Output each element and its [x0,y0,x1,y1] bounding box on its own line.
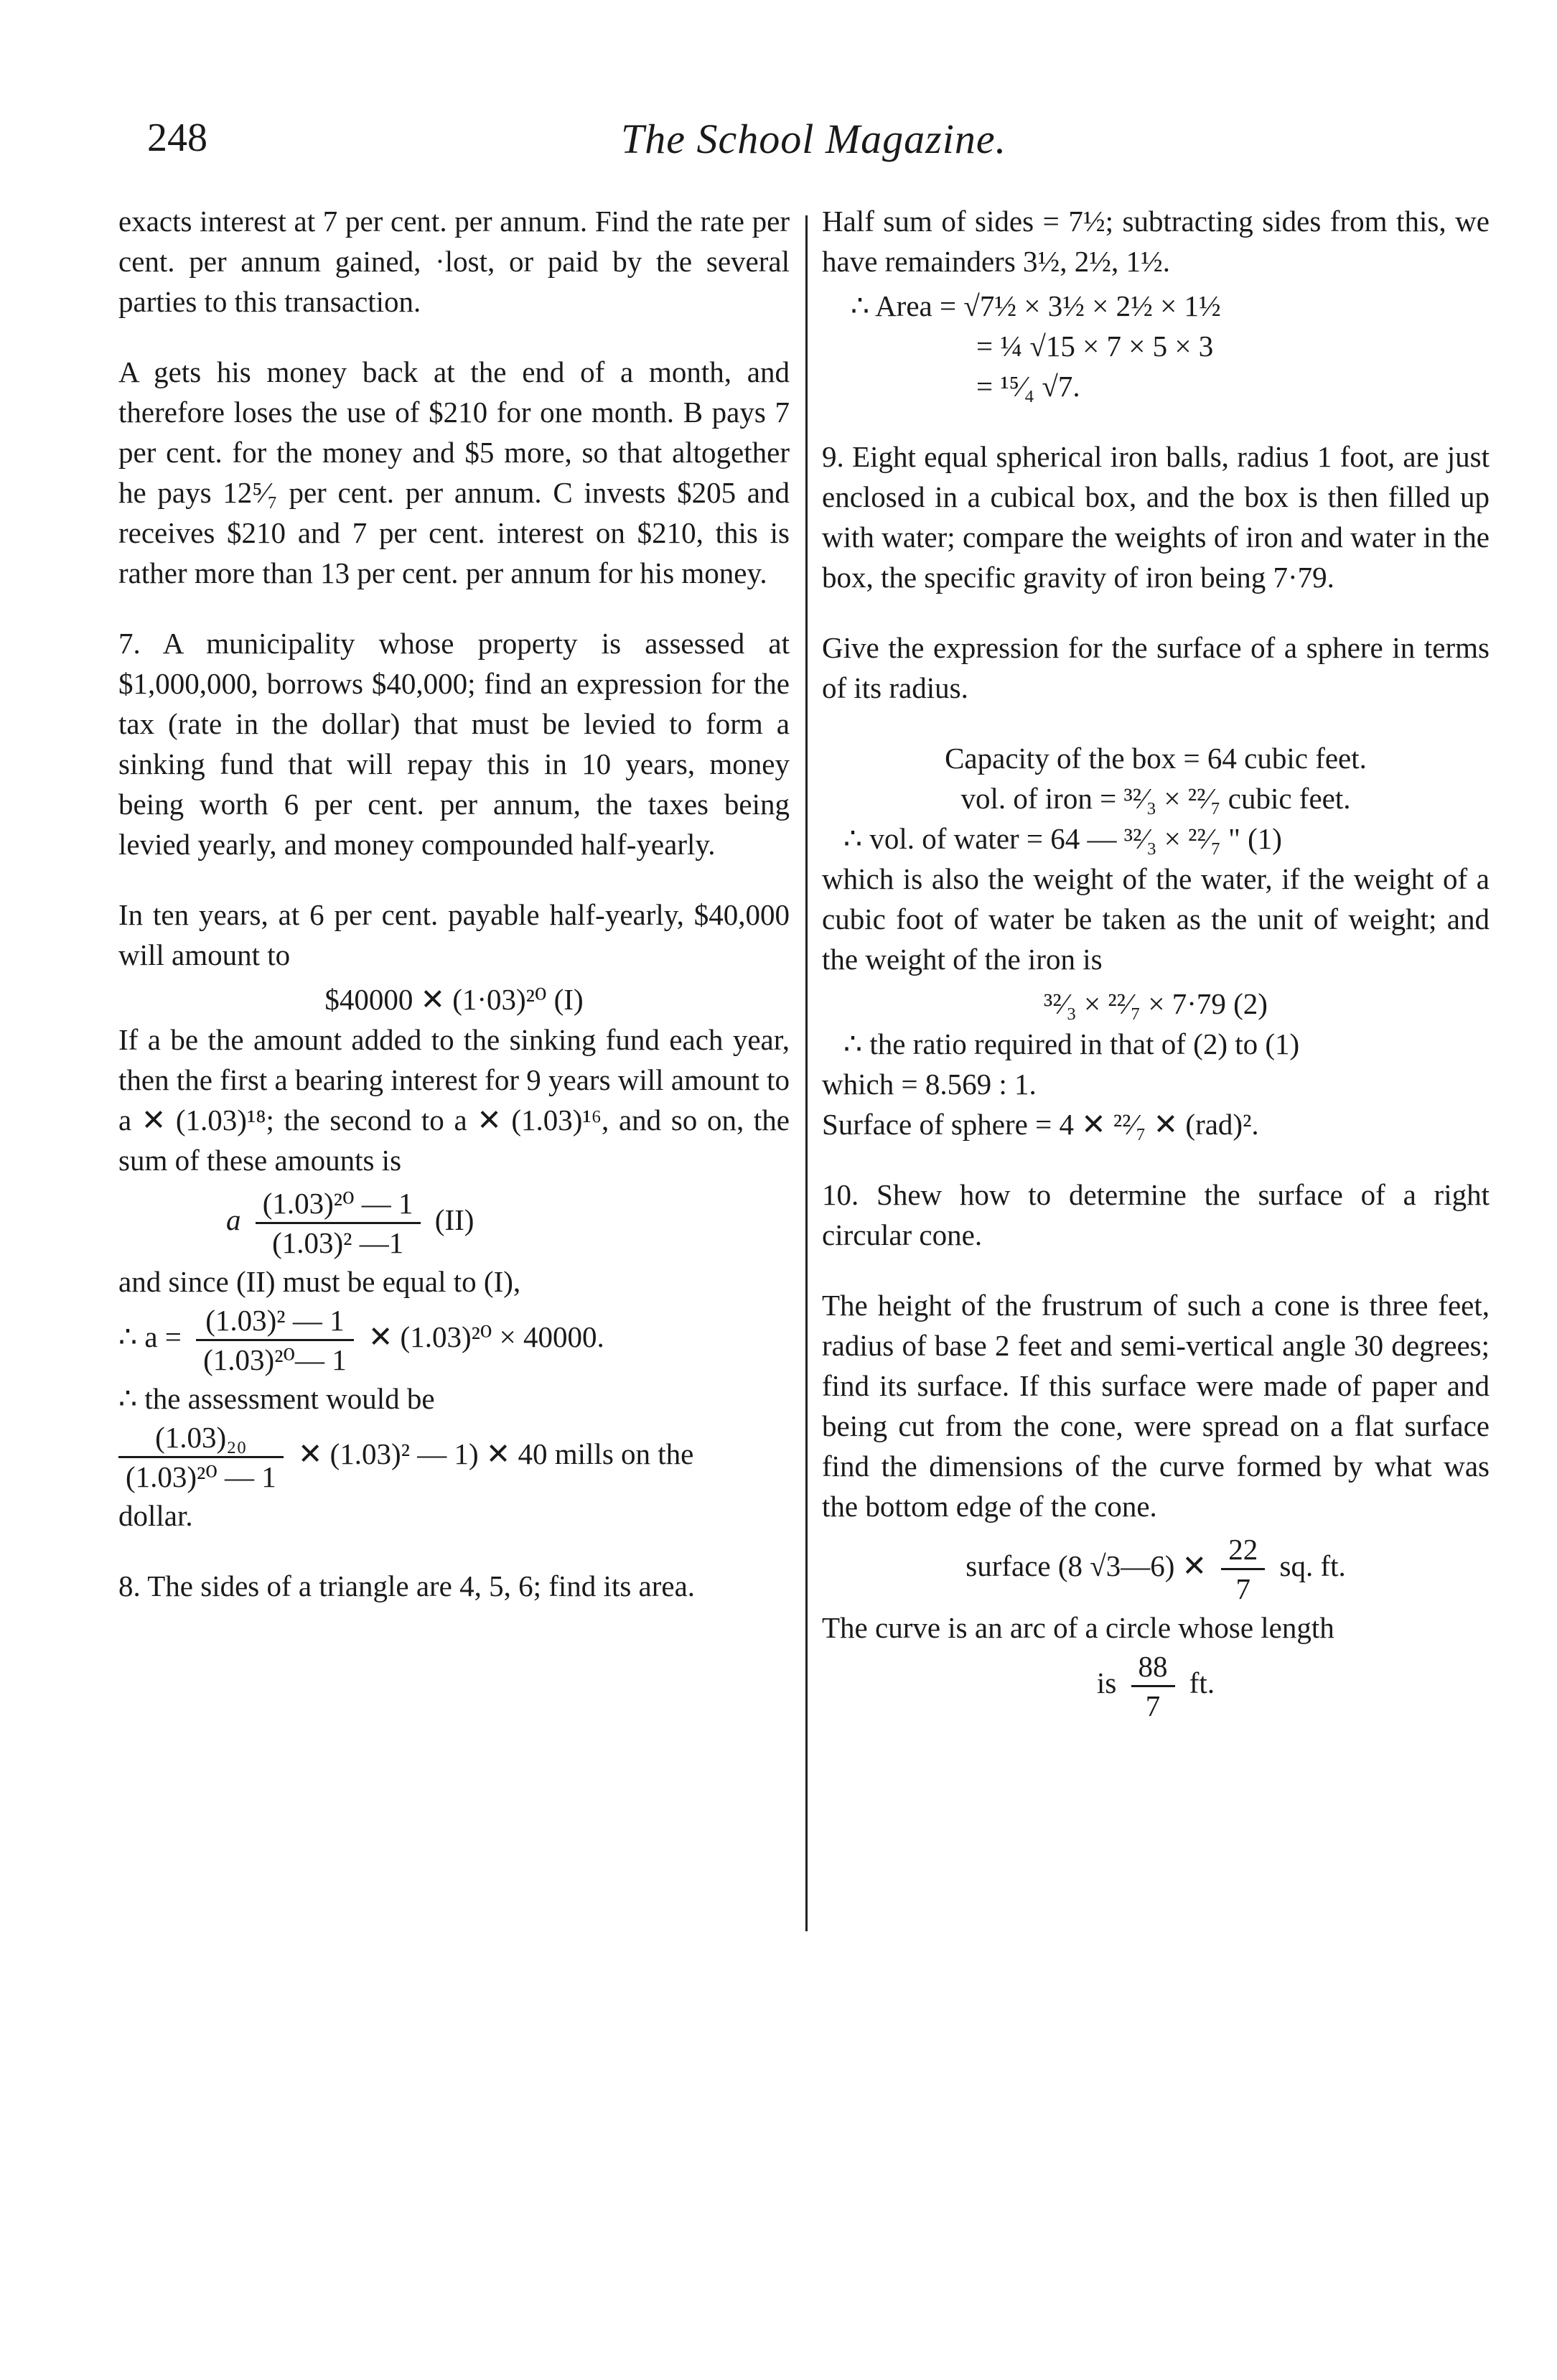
paragraph-problem-7: 7. A municipality whose property is assessed at $1,000,000, borrows $40,000; find an expression for the tax (rate in the dollar) that must be levied to form a sinking fund that will repay this in 10 years, money being worth 6 per cent. per annum, the taxes being levied yearly, and money compounded half-yearly. [118,627,790,861]
equation-curve-length: is $\frac{88}{7}$ ft. [822,1648,1490,1725]
paragraph-frustrum: The height of the frustrum of such a cone is three feet, radius of base 2 feet and semi-vertical angle 30 degrees; find its surface. If this surface were made of paper and being cut from the cone, were spread on a flat surface find the dimensions of the curve formed by what was the bottom edge of the cone. [822,1289,1490,1523]
column-divider [805,215,808,1931]
equation-area-2: = ¼ √15 × 7 × 5 × 3 [976,330,1214,363]
equation-iron-weight: ³²⁄₃ × ²²⁄₇ × 7·79 (2) [1044,987,1268,1020]
equation-frustrum-surface: surface (8 √3—6) ✕ $\frac{22}{7}$ sq. ft. [822,1531,1490,1607]
equation-iron-volume: vol. of iron = ³²⁄₃ × ²²⁄₇ cubic feet. [960,782,1351,815]
paragraph-assessment: ∴ the assessment would be [118,1382,435,1415]
paragraph-problem-6-end: exacts interest at 7 per cent. per annum. Find the rate per cent. per annum gained, ·lost, or paid by the several parties to this transaction. [118,205,790,318]
paragraph-solution-8: Half sum of sides = 7½; subtracting sides from this, we have remainders 3½, 2½, 1½. [822,205,1490,278]
left-column [118,201,790,1636]
fraction-assessment: $\frac{\text{(1.03)₂₀}}{\text{(1.03)²⁰ — 1}}$ [118,1419,284,1495]
equation-sphere-surface: Surface of sphere = 4 ✕ ²²⁄₇ ✕ (rad)². [822,1108,1259,1141]
equation-a-value: ∴ a = $\frac{\text{(1.03)² — 1}}{\text{(1.03)²⁰— 1}}$ ✕ (1.03)²⁰ × 40000. [118,1302,790,1378]
paragraph-solution-6: A gets his money back at the end of a month, and therefore loses the use of $210 for one month. B pays 7 per cent. for the money and $5 more, so that altogether he pays 12⁵⁄₇ per cent. per annum. C invests $205 and receives $210 and 7 per cent. interest on $210, this is rather more than 13 per cent. per annum for his money. [118,355,790,589]
paragraph-problem-9-sphere: Give the expression for the surface of a sphere in terms of its radius. [822,631,1490,704]
fraction-series: $\frac{\text{(1.03)²⁰ — 1}}{\text{(1.03)² —1}}$ [256,1185,421,1261]
equation-series-sum: a $\frac{\text{(1.03)²⁰ — 1}}{\text{(1.03)² —1}}$ (II) [118,1185,790,1261]
equation-capacity: Capacity of the box = 64 cubic feet. [945,742,1367,775]
paragraph-curve: The curve is an arc of a circle whose length [822,1611,1334,1644]
equation-area-3: = ¹⁵⁄₄ √7. [976,370,1080,403]
running-title: The School Magazine. [621,116,1007,162]
paragraph-weight: which is also the weight of the water, if the weight of a cubic foot of water be taken as the unit of weight; and the weight of the iron is [822,862,1490,976]
equation-amount: $40000 ✕ (1·03)²⁰ (I) [324,983,584,1016]
paragraph-problem-9: 9. Eight equal spherical iron balls, radius 1 foot, are just enclosed in a cubical box, and the box is then filled up with water; compare the weights of iron and water in the box, the specific gravity of iron being 7·79. [822,440,1490,594]
fraction-surface: $\frac{22}{7}$ [1221,1531,1265,1607]
equation-ratio: ∴ the ratio required in that of (2) to (1) [843,1027,1300,1060]
equation-water-volume: ∴ vol. of water = 64 — ³²⁄₃ × ²²⁄₇ " (1) [843,822,1282,855]
equation-area-1: ∴ Area = √7½ × 3½ × 2½ × 1½ [851,289,1221,322]
equation-ratio-value: which = 8.569 : 1. [822,1068,1037,1101]
paragraph-problem-8: 8. The sides of a triangle are 4, 5, 6; find its area. [118,1569,696,1602]
equation-assessment: $\frac{\text{(1.03)₂₀}}{\text{(1.03)²⁰ — 1}}$ ✕ (1.03)² — 1) ✕ 40 mills on the [118,1419,790,1495]
paragraph-solution-7-intro: In ten years, at 6 per cent. payable half-yearly, $40,000 will amount to [118,898,790,971]
text-dollar: dollar. [118,1499,193,1532]
paragraph-problem-10: 10. Shew how to determine the surface of a right circular cone. [822,1178,1490,1251]
paragraph-sinking-fund: If a be the amount added to the sinking fund each year, then the first a bearing interest for 9 years will amount to a ✕ (1.03)¹⁸; the second to a ✕ (1.03)¹⁶, and so on, the sum of these amounts is [118,1023,790,1177]
fraction-a: $\frac{\text{(1.03)² — 1}}{\text{(1.03)²⁰— 1}}$ [196,1302,354,1378]
right-column [822,201,1490,1725]
fraction-length: $\frac{88}{7}$ [1131,1648,1175,1725]
paragraph-equality: and since (II) must be equal to (I), [118,1265,521,1298]
page-number: 248 [147,116,207,160]
